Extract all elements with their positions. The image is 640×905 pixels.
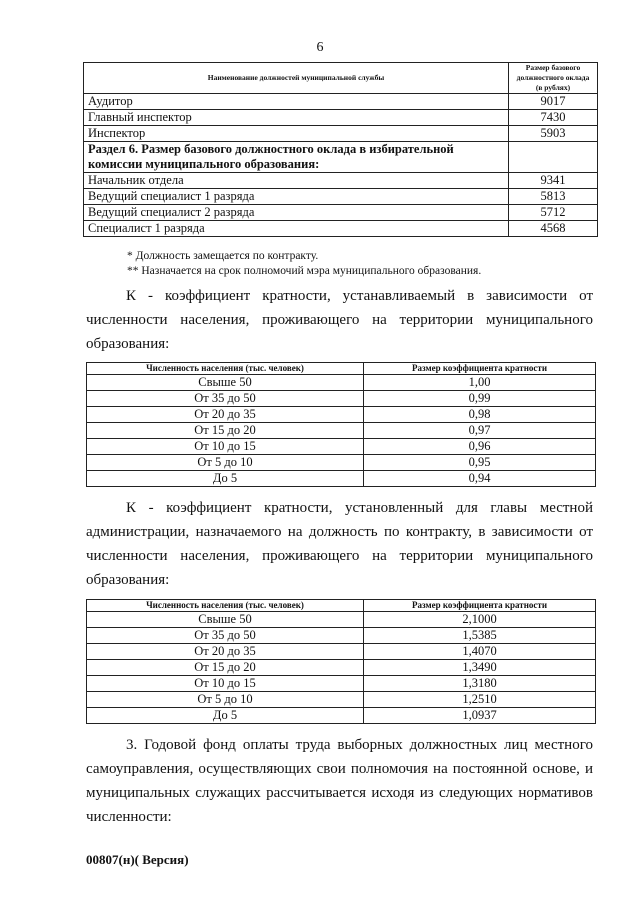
table-row	[87, 628, 596, 644]
population-range: До 5	[87, 471, 364, 487]
table-row	[87, 455, 596, 471]
footnote-contract: * Должность замещается по контракту.	[127, 250, 319, 262]
table-row	[87, 471, 596, 487]
salary-value: 9017	[509, 94, 598, 110]
position-name: Ведущий специалист 2 разряда	[84, 205, 509, 221]
coefficient-value: 1,3180	[364, 676, 596, 692]
population-range: От 20 до 35	[87, 407, 364, 423]
table-row	[87, 692, 596, 708]
table-header-row	[87, 600, 596, 612]
position-name: Ведущий специалист 1 разряда	[84, 189, 509, 205]
population-range: Свыше 50	[87, 375, 364, 391]
population-range: Свыше 50	[87, 612, 364, 628]
paragraph-coefficient-1: К - коэффициент кратности, устанавливаемый в зависимости от численности населения, проживающего на территории муниципального образования:	[86, 288, 593, 352]
coefficient-value: 0,98	[364, 407, 596, 423]
table-row	[87, 391, 596, 407]
section-empty-cell	[509, 142, 598, 173]
coefficient-value: 0,95	[364, 455, 596, 471]
table-header-population: Численность населения (тыс. человек)	[87, 600, 364, 612]
coefficient-value: 1,3490	[364, 660, 596, 676]
salary-value: 5712	[509, 205, 598, 221]
position-name: Главный инспектор	[84, 110, 509, 126]
table-header-coefficient: Размер коэффициента кратности	[364, 363, 596, 375]
coefficient-value: 1,4070	[364, 644, 596, 660]
coefficient-value: 0,97	[364, 423, 596, 439]
salary-value: 7430	[509, 110, 598, 126]
coefficient-value: 0,96	[364, 439, 596, 455]
coefficient-table-1	[86, 362, 596, 487]
table-row	[87, 612, 596, 628]
page-number: 6	[316, 40, 324, 55]
table-header-population: Численность населения (тыс. человек)	[87, 363, 364, 375]
coefficient-table-2	[86, 599, 596, 724]
table-header-row	[87, 363, 596, 375]
table-row	[87, 644, 596, 660]
coefficient-value: 1,0937	[364, 708, 596, 724]
table-row	[87, 708, 596, 724]
table-row	[87, 375, 596, 391]
position-name: Начальник отдела	[84, 173, 509, 189]
population-range: От 5 до 10	[87, 455, 364, 471]
section-title: Раздел 6. Размер базового должностного оклада в избирательной комиссии муниципального образования:	[84, 142, 509, 173]
population-range: От 35 до 50	[87, 628, 364, 644]
population-range: От 20 до 35	[87, 644, 364, 660]
table-row	[84, 126, 598, 142]
salary-value: 4568	[509, 221, 598, 237]
footnote-term: ** Назначается на срок полномочий мэра муниципального образования.	[127, 265, 482, 277]
position-name: Специалист 1 разряда	[84, 221, 509, 237]
table-row	[84, 110, 598, 126]
table-row	[87, 423, 596, 439]
document-footer-code: 00807(н)( Версия)	[86, 852, 189, 867]
coefficient-value: 0,94	[364, 471, 596, 487]
coefficient-value: 2,1000	[364, 612, 596, 628]
salary-table	[83, 62, 598, 237]
coefficient-value: 1,2510	[364, 692, 596, 708]
salary-value: 5903	[509, 126, 598, 142]
table-row	[84, 221, 598, 237]
table-header-row	[84, 63, 598, 94]
position-name: Аудитор	[84, 94, 509, 110]
table-header-position: Наименование должностей муниципальной службы	[84, 63, 509, 94]
population-range: От 10 до 15	[87, 676, 364, 692]
paragraph-payroll-fund: 3. Годовой фонд оплаты труда выборных должностных лиц местного самоуправления, осуществляющих свои полномочия на постоянной основе, и муниципальных служащих рассчитывается исходя из следующих нормативов численности:	[86, 737, 593, 825]
population-range: От 15 до 20	[87, 423, 364, 439]
population-range: До 5	[87, 708, 364, 724]
population-range: От 35 до 50	[87, 391, 364, 407]
population-range: От 10 до 15	[87, 439, 364, 455]
salary-value: 5813	[509, 189, 598, 205]
population-range: От 15 до 20	[87, 660, 364, 676]
table-row	[87, 407, 596, 423]
coefficient-value: 0,99	[364, 391, 596, 407]
table-header-salary: Размер базового должностного оклада (в рублях)	[509, 63, 598, 94]
table-row	[87, 676, 596, 692]
table-header-coefficient: Размер коэффициента кратности	[364, 600, 596, 612]
table-row	[87, 660, 596, 676]
table-row	[84, 94, 598, 110]
table-row	[84, 189, 598, 205]
table-row	[87, 439, 596, 455]
table-row	[84, 205, 598, 221]
table-row	[84, 173, 598, 189]
coefficient-value: 1,5385	[364, 628, 596, 644]
salary-value: 9341	[509, 173, 598, 189]
population-range: От 5 до 10	[87, 692, 364, 708]
coefficient-value: 1,00	[364, 375, 596, 391]
section-row	[84, 142, 598, 173]
position-name: Инспектор	[84, 126, 509, 142]
paragraph-coefficient-2: К - коэффициент кратности, установленный для главы местной администрации, назначаемого на должность по контракту, в зависимости от численности населения, проживающего на территории муниципального образования:	[86, 500, 593, 588]
